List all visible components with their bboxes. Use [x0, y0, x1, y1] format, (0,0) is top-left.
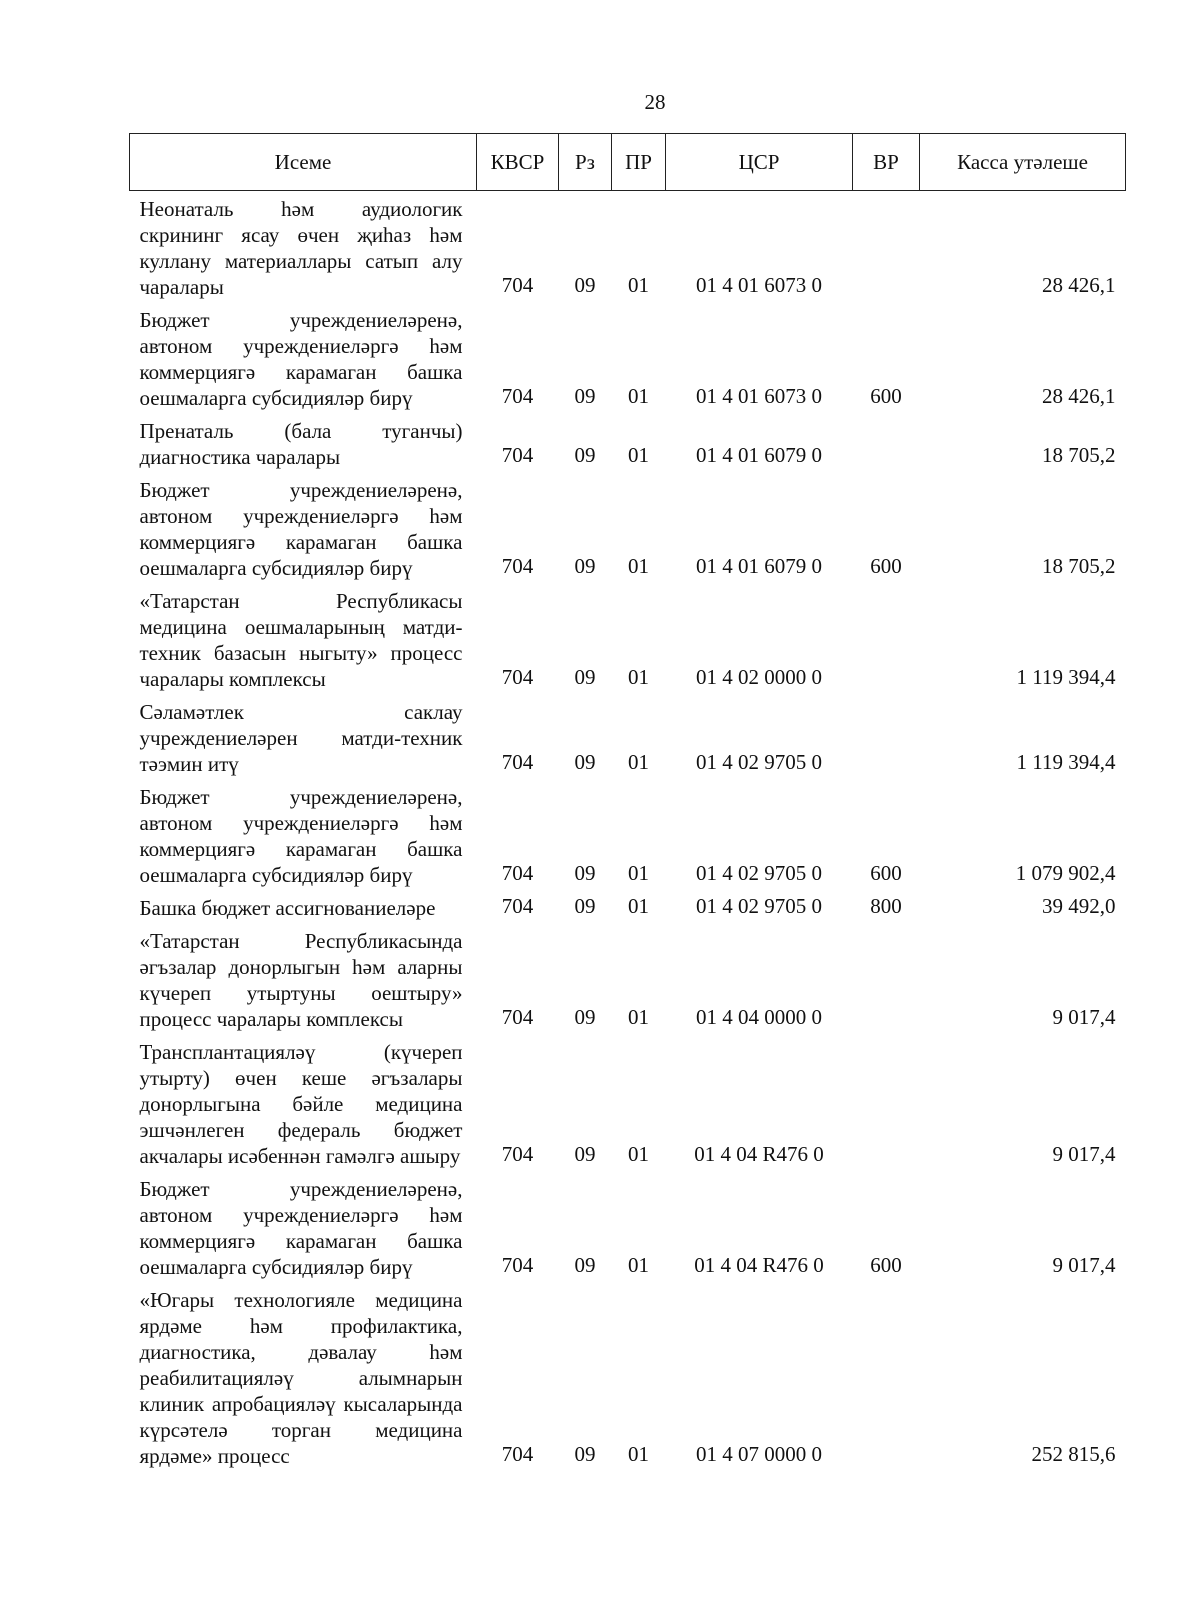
- cell-csr: 01 4 01 6073 0: [696, 384, 822, 408]
- cell-csr: 01 4 01 6073 0: [696, 273, 822, 297]
- cell-csr: 01 4 02 0000 0: [696, 665, 822, 689]
- cell-vr: [853, 923, 920, 1034]
- table-row: [130, 472, 1126, 583]
- cell-pr: 01: [628, 750, 649, 774]
- header-vr: ВР: [853, 134, 920, 191]
- table-row: [130, 191, 1126, 303]
- cell-vr: [853, 583, 920, 694]
- cell-rz: 09: [574, 1005, 596, 1029]
- cell-kvsr: 704: [501, 1253, 534, 1277]
- page-number: 28: [644, 90, 666, 114]
- cell-pr: 01: [628, 1005, 649, 1029]
- cell-name: «Югары технологияле медицина ярдәме һәм профилактика, диагностика, дәвалау һәм реабилитацияләү алымнарын клиник апробацияләү кысаларында күрсәтелә торган медицина ярдәме» процесс: [139, 1288, 463, 1468]
- table-row: [130, 1034, 1126, 1171]
- table-row: [130, 302, 1126, 413]
- table-row: [130, 923, 1126, 1034]
- cell-rz: 09: [574, 1442, 596, 1466]
- cell-rz: 09: [574, 1142, 596, 1166]
- cell-pr: 01: [628, 1142, 649, 1166]
- header-kassa: Касса утәлеше: [920, 134, 1126, 191]
- cell-kvsr: 704: [501, 665, 534, 689]
- cell-vr: 600: [870, 1253, 902, 1277]
- cell-kassa: 18 705,2: [1042, 554, 1116, 578]
- cell-kassa: 9 017,4: [1052, 1005, 1116, 1029]
- cell-vr: 600: [870, 861, 902, 885]
- cell-kvsr: 704: [501, 1442, 534, 1466]
- table-row: [130, 1282, 1126, 1471]
- budget-table: [129, 133, 1126, 1471]
- cell-rz: 09: [574, 894, 596, 918]
- cell-kvsr: 704: [501, 384, 534, 408]
- cell-pr: 01: [628, 273, 649, 297]
- table-row: [130, 583, 1126, 694]
- cell-pr: 01: [628, 443, 649, 467]
- cell-csr: 01 4 07 0000 0: [696, 1442, 822, 1466]
- cell-rz: 09: [574, 273, 596, 297]
- table-row: [130, 890, 1126, 923]
- cell-csr: 01 4 04 R476 0: [694, 1253, 824, 1277]
- cell-csr: 01 4 02 9705 0: [696, 861, 822, 885]
- cell-vr: 600: [870, 554, 902, 578]
- header-pr: ПР: [612, 134, 666, 191]
- cell-vr: [853, 191, 920, 303]
- cell-name: Башка бюджет ассигнованиеләре: [139, 896, 436, 920]
- cell-kassa: 1 079 902,4: [1015, 861, 1116, 885]
- cell-name: Бюджет учреждениеләренә, автоном учреждениеләргә һәм коммерциягә карамаган башка оешмаларга субсидияләр бирү: [139, 478, 463, 580]
- table-row: [130, 1171, 1126, 1282]
- cell-rz: 09: [574, 443, 596, 467]
- cell-name: Пренаталь (бала туганчы) диагностика чаралары: [139, 419, 463, 469]
- cell-name: «Татарстан Республикасында әгъзалар донорлыгын һәм аларны күчереп утыртуны оештыру» процесс чаралары комплексы: [139, 929, 463, 1031]
- cell-vr: [853, 694, 920, 779]
- cell-csr: 01 4 02 9705 0: [696, 894, 822, 918]
- cell-pr: 01: [628, 861, 649, 885]
- cell-name: «Татарстан Республикасы медицина оешмаларының матди-техник базасын ныгыту» процесс чаралары комплексы: [139, 589, 463, 691]
- cell-kassa: 18 705,2: [1042, 443, 1116, 467]
- cell-kassa: 9 017,4: [1052, 1142, 1116, 1166]
- cell-name: Бюджет учреждениеләренә, автоном учреждениеләргә һәм коммерциягә карамаган башка оешмаларга субсидияләр бирү: [139, 1177, 463, 1279]
- cell-pr: 01: [628, 384, 649, 408]
- cell-kassa: 39 492,0: [1042, 894, 1116, 918]
- cell-name: Сәламәтлек саклау учреждениеләрен матди-техник тәэмин итү: [139, 700, 463, 776]
- cell-kassa: 28 426,1: [1042, 273, 1116, 297]
- cell-csr: 01 4 04 0000 0: [696, 1005, 822, 1029]
- cell-kassa: 252 815,6: [1031, 1442, 1116, 1466]
- cell-vr: [853, 1034, 920, 1171]
- cell-pr: 01: [628, 665, 649, 689]
- header-name: Исеме: [130, 134, 477, 191]
- cell-vr: 800: [870, 894, 902, 918]
- cell-rz: 09: [574, 861, 596, 885]
- cell-csr: 01 4 02 9705 0: [696, 750, 822, 774]
- cell-rz: 09: [574, 1253, 596, 1277]
- cell-kassa: 1 119 394,4: [1016, 750, 1116, 774]
- header-rz: Рз: [559, 134, 612, 191]
- cell-name: Трансплантацияләү (күчереп утырту) өчен кеше әгъзалары донорлыгына бәйле медицина эшчәнлеген федераль бюджет акчалары исәбеннән гамәлгә ашыру: [139, 1040, 463, 1168]
- cell-kvsr: 704: [501, 894, 534, 918]
- table-row: [130, 694, 1126, 779]
- cell-kvsr: 704: [501, 1005, 534, 1029]
- cell-kassa: 1 119 394,4: [1016, 665, 1116, 689]
- cell-rz: 09: [574, 384, 596, 408]
- cell-pr: 01: [628, 1442, 649, 1466]
- table-body: [130, 191, 1126, 1472]
- cell-kvsr: 704: [501, 443, 534, 467]
- cell-kvsr: 704: [501, 1142, 534, 1166]
- cell-name: Неонаталь һәм аудиологик скрининг ясау өчен җиһаз һәм куллану материаллары сатып алу чаралары: [139, 197, 463, 299]
- cell-vr: 600: [870, 384, 902, 408]
- cell-pr: 01: [628, 554, 649, 578]
- table-header: [130, 134, 1126, 191]
- table-row: [130, 413, 1126, 472]
- cell-kassa: 28 426,1: [1042, 384, 1116, 408]
- cell-vr: [853, 413, 920, 472]
- cell-csr: 01 4 04 R476 0: [694, 1142, 824, 1166]
- cell-vr: [853, 1282, 920, 1471]
- cell-rz: 09: [574, 665, 596, 689]
- cell-kvsr: 704: [501, 750, 534, 774]
- header-csr: ЦСР: [666, 134, 853, 191]
- cell-rz: 09: [574, 750, 596, 774]
- cell-name: Бюджет учреждениеләренә, автоном учреждениеләргә һәм коммерциягә карамаган башка оешмаларга субсидияләр бирү: [139, 308, 463, 410]
- cell-csr: 01 4 01 6079 0: [696, 443, 822, 467]
- cell-pr: 01: [628, 1253, 649, 1277]
- table-row: [130, 779, 1126, 890]
- header-kvsr: КВСР: [477, 134, 559, 191]
- cell-pr: 01: [628, 894, 649, 918]
- cell-kvsr: 704: [501, 861, 534, 885]
- cell-kvsr: 704: [501, 554, 534, 578]
- cell-rz: 09: [574, 554, 596, 578]
- cell-kvsr: 704: [501, 273, 534, 297]
- cell-csr: 01 4 01 6079 0: [696, 554, 822, 578]
- cell-name: Бюджет учреждениеләренә, автоном учреждениеләргә һәм коммерциягә карамаган башка оешмаларга субсидияләр бирү: [139, 785, 463, 887]
- cell-kassa: 9 017,4: [1052, 1253, 1116, 1277]
